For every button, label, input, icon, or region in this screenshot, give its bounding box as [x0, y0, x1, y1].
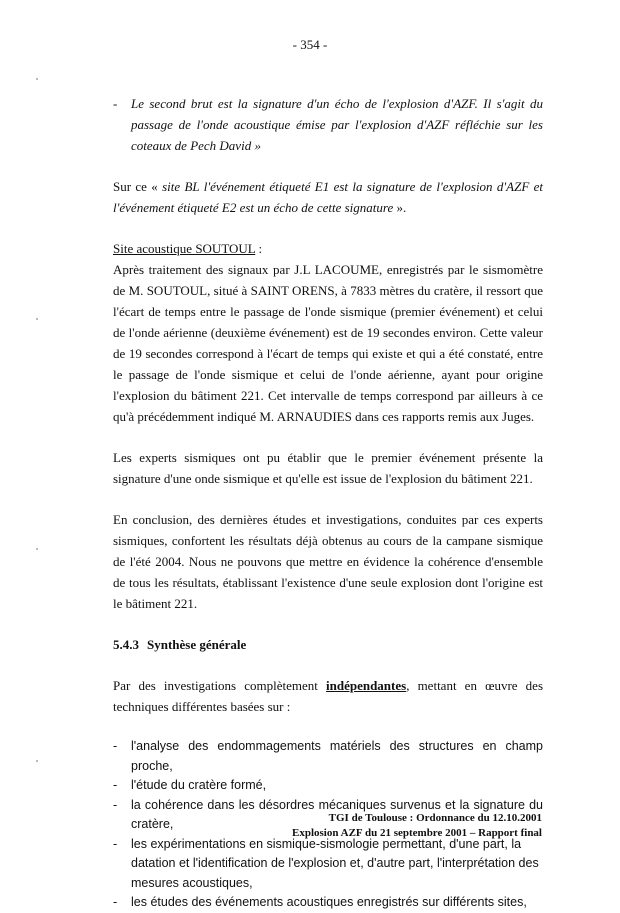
- quote-bullet: [113, 93, 543, 156]
- list-item-text: la cohérence dans les désordres mécaniques survenus et la signature du cratère,: [131, 797, 543, 831]
- bullet-dash: -: [113, 797, 118, 812]
- list-item-text: les expérimentations en sismique-sismologie permettant, d'une part, la datation et l'identification de l'explosion et, d'autre part, l'interprétation des mesures acoustiques,: [131, 836, 539, 890]
- synthese-intro: [113, 675, 543, 717]
- bullet-dash: -: [113, 778, 118, 792]
- document-body: [113, 93, 543, 913]
- page-number: - 354 -: [292, 37, 328, 52]
- soutoul-heading: Site acoustique SOUTOUL: [113, 241, 256, 256]
- conclusion-paragraph: En conclusion, des dernières études et investigations, conduites par ces experts sismiques, confortent les résultats déjà obtenus au cours de la campane sismique de l'été 2004. Nous ne pouvons que mettre en évidence la cohérence d'ensemble de tous les résultats, établissant l'existence d'une seule explosion dont l'origine est le bâtiment 221.: [113, 512, 543, 611]
- soutoul-paragraph: Après traitement des signaux par J.L LACOUME, enregistrés par le sismomètre de M. SOUTOUL, situé à SAINT ORENS, à 7833 mètres du cratère, il ressort que l'écart de temps entre le passage de l'onde sismique (premier événement) et celui de l'onde aérienne (deuxième événement) est de 19 secondes environ. Cette valeur de 19 secondes correspond à l'écart de temps qui existe et qui a été constaté, entre le passage de l'onde sismique et celui de l'onde aérienne, ayant pour origine l'explosion du bâtiment 221. Cet intervalle de temps correspond par ailleurs à ce qu'à précédemment indiqué M. ARNAUDIES dans ces rapports remis aux Juges.: [113, 262, 543, 424]
- section-number: 5.4.3: [113, 637, 139, 652]
- bullet-dash: -: [113, 96, 118, 111]
- synthese-intro-emphasis: indépendantes: [326, 678, 407, 693]
- section-title: Synthèse générale: [147, 637, 247, 652]
- quote-text: Le second brut est la signature d'un écho de l'explosion d'AZF. Il s'agit du passage de l'onde acoustique émise par l'explosion d'AZF réfléchie sur les coteaux de Pech David »: [131, 96, 543, 153]
- experts-paragraph: Les experts sismiques ont pu établir que le premier événement présente la signature d'une onde sismique et qu'elle est issue de l'explosion du bâtiment 221.: [113, 450, 543, 486]
- list-item: [113, 737, 543, 776]
- page-footer: [292, 811, 542, 841]
- site-bl-paragraph: [113, 176, 543, 218]
- list-item-text: les études des événements acoustiques enregistrés sur différents sites,: [131, 895, 527, 909]
- bullet-dash: -: [113, 895, 118, 909]
- bullet-dash: -: [113, 836, 118, 851]
- list-item: [113, 835, 543, 894]
- list-item: [113, 776, 543, 796]
- scan-speck: [36, 760, 38, 762]
- synthese-intro-after: , mettant en œuvre des techniques différentes basées sur :: [113, 678, 544, 714]
- site-bl-prefix: Sur ce «: [113, 179, 163, 194]
- list-item-text: l'analyse des endommagements matériels des structures en champ proche,: [131, 739, 543, 773]
- scan-speck: [36, 78, 38, 80]
- footer-line-1: TGI de Toulouse : Ordonnance du 12.10.2001: [328, 812, 542, 824]
- list-item-text: l'étude du cratère formé,: [131, 778, 267, 792]
- soutoul-heading-suffix: :: [255, 241, 263, 256]
- synthese-intro-before: Par des investigations complètement: [113, 678, 326, 693]
- scan-speck: [36, 318, 38, 320]
- footer-line-2: Explosion AZF du 21 septembre 2001 – Rapport final: [292, 827, 542, 839]
- section-heading: [113, 634, 543, 655]
- site-bl-suffix: ».: [393, 200, 407, 215]
- site-bl-quote: site BL l'événement étiqueté E1 est la signature de l'explosion d'AZF et l'événement étiqueté E2 est un écho de cette signature: [113, 179, 543, 215]
- list-item: [113, 893, 543, 913]
- bullet-dash: -: [113, 739, 118, 753]
- soutoul-heading-line: [113, 238, 543, 259]
- scan-speck: [36, 548, 38, 550]
